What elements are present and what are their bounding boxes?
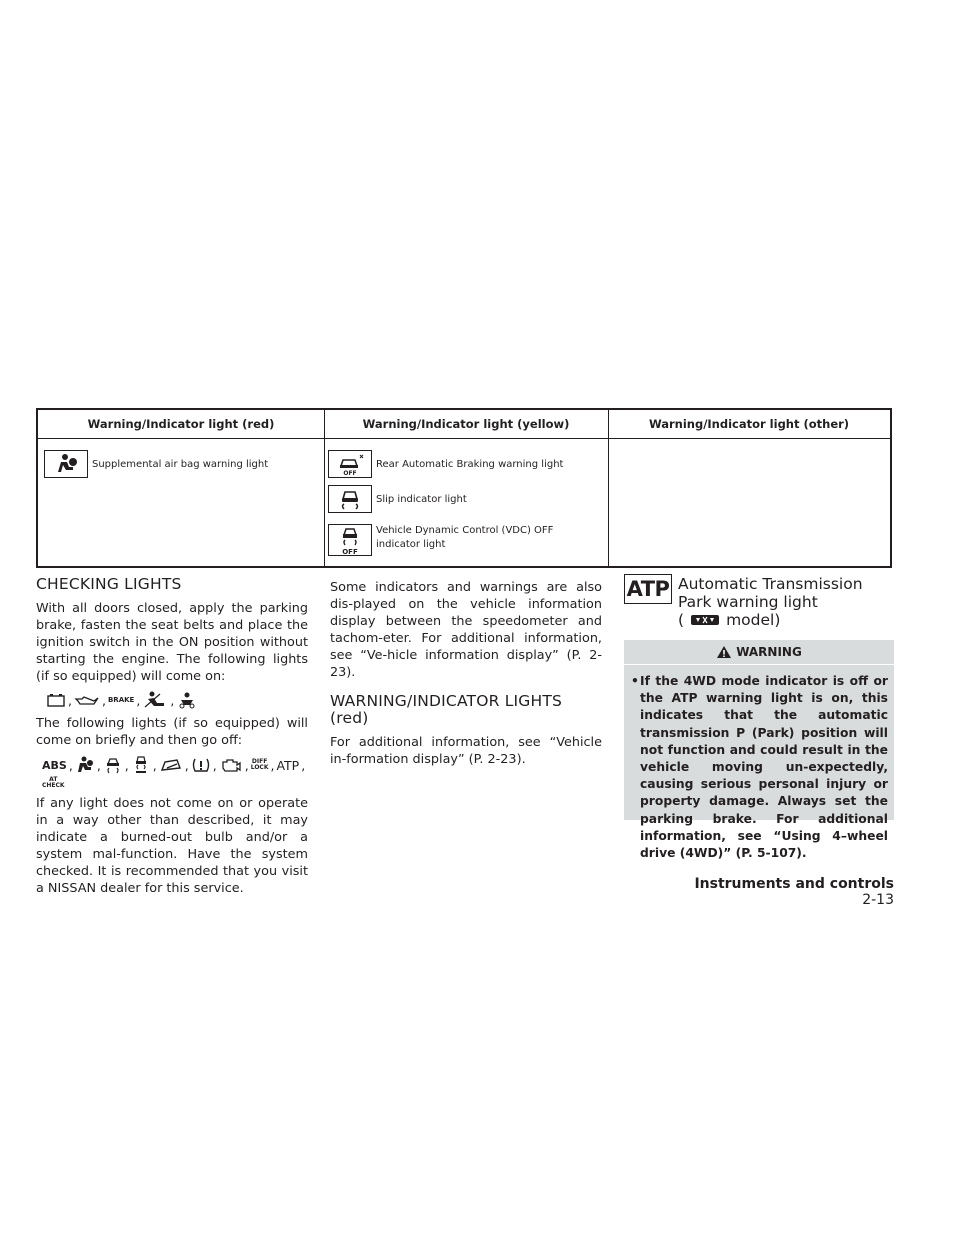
- separator: ,: [212, 757, 217, 773]
- column-divider: [324, 410, 325, 566]
- off-text: OFF: [342, 548, 358, 555]
- section-heading: WARNING/INDICATOR LIGHTS (red): [330, 692, 563, 727]
- 4x4-icon: [690, 614, 720, 626]
- come-on-icons: [46, 691, 308, 709]
- table-header: [38, 410, 890, 439]
- briefly-on-icons: [42, 755, 308, 789]
- warning-label: WARNING: [736, 645, 802, 659]
- separator: ,: [96, 757, 101, 773]
- table-cell-label: Supplemental air bag warning light: [92, 458, 269, 470]
- slip-icon: [103, 756, 123, 774]
- diff-lock-icon: [251, 759, 269, 771]
- table-row: [44, 450, 268, 478]
- header-other: Warning/Indicator light (other): [648, 417, 850, 431]
- separator: ,: [244, 757, 249, 773]
- table-cell-label: Slip indicator light: [376, 493, 467, 505]
- header-yellow: Warning/Indicator light (yellow): [362, 417, 570, 431]
- atp-heading: [678, 575, 894, 629]
- separator: ,: [184, 757, 189, 773]
- atp-warning-icon: ATP: [624, 574, 672, 604]
- slip-indicator-icon: [328, 485, 372, 513]
- check-engine-icon: [219, 756, 243, 774]
- footer-section: Instruments and controls: [694, 876, 894, 892]
- forward-emergency-braking-icon: [159, 756, 183, 774]
- table-row: [328, 524, 576, 556]
- table-cell-label: Vehicle Dynamic Control (VDC) OFF indicator light: [376, 525, 554, 550]
- warning-body: [624, 665, 894, 862]
- table-row: [328, 450, 563, 478]
- bullet: •: [631, 674, 639, 688]
- middle-section: [330, 579, 602, 768]
- page-footer: [672, 876, 894, 908]
- column-divider: [608, 410, 609, 566]
- tpms-icon: [191, 756, 211, 774]
- rear-automatic-braking-off-icon: [328, 450, 372, 478]
- vdc-off-icon: [328, 524, 372, 556]
- atp-text: ATP: [276, 757, 300, 773]
- separator: ,: [270, 757, 275, 773]
- warning-text: If the 4WD mode indicator is off or the ATP warning light is on, this indicates that the automatic transmission P (Park) position will not function and could result in the vehicle moving un-expectedly, causing serious personal injury or property damage. Always set the parking brake. For additional information, see “Using 4–wheel drive (4WD)” (P. 5-107).: [640, 674, 888, 861]
- airbag-icon: [75, 756, 95, 774]
- section-heading: CHECKING LIGHTS: [36, 575, 182, 593]
- at-check-icon: [42, 777, 65, 789]
- model-text: model): [726, 611, 781, 629]
- at-check-line: CHECK: [42, 782, 65, 789]
- separator: ,: [152, 757, 157, 773]
- at-check-line: AT: [49, 776, 58, 783]
- warning-lights-table: [36, 408, 892, 568]
- oil-pressure-icon: [74, 693, 100, 707]
- brake-icon: BRAKE: [107, 696, 135, 704]
- vdc-off-icon: [131, 755, 151, 775]
- separator: ,: [136, 692, 141, 708]
- header-red: Warning/Indicator light (red): [87, 417, 275, 431]
- airbag-warning-icon: [44, 450, 88, 478]
- seat-belt-icon: [142, 691, 168, 709]
- rear-braking-icon: [176, 691, 198, 709]
- warning-triangle-icon: [716, 645, 732, 659]
- separator: ,: [101, 692, 106, 708]
- atp-title-line: Park warning light: [678, 593, 818, 611]
- warning-box: [624, 640, 894, 861]
- separator: ,: [301, 757, 306, 773]
- atp-title-line: Automatic Transmission: [678, 575, 863, 593]
- table-row: [328, 485, 467, 513]
- abs-icon: ABS: [42, 758, 67, 772]
- separator: ,: [68, 692, 72, 708]
- paragraph: With all doors closed, apply the parking brake, fasten the seat belts and place the ignition switch in the ON position without starting the engine. The following lights (if so equipped) will come on:: [36, 601, 308, 684]
- table-cell-label: Rear Automatic Braking warning light: [376, 458, 564, 470]
- page-number: 2-13: [862, 892, 894, 908]
- off-text: OFF: [343, 470, 357, 476]
- paragraph: Some indicators and warnings are also dis-played on the vehicle information display between the speedometer and tachom-eter. For additional information, see “Ve-hicle information display” (P. 2-23).: [330, 580, 602, 680]
- diff-lock-line: DIFF: [251, 758, 268, 765]
- separator: ,: [68, 757, 73, 773]
- paragraph: The following lights (if so equipped) will come on briefly and then go off:: [36, 716, 308, 748]
- battery-icon: [46, 693, 66, 707]
- separator: ,: [124, 757, 129, 773]
- atp-title-line: [678, 611, 894, 629]
- diff-lock-line: LOCK: [250, 764, 269, 771]
- warning-header: [624, 640, 894, 665]
- paragraph: For additional information, see “Vehicle in-formation display” (P. 2-23).: [330, 735, 602, 767]
- checking-lights-section: [36, 576, 308, 897]
- paragraph: If any light does not come on or operate in a way other than described, it may indicate a burned-out bulb and/or a system mal-function. Have the system checked. It is recommended that you visit a NISSAN dealer for this service.: [36, 796, 308, 896]
- separator: ,: [170, 692, 175, 708]
- paren-open: (: [678, 611, 685, 629]
